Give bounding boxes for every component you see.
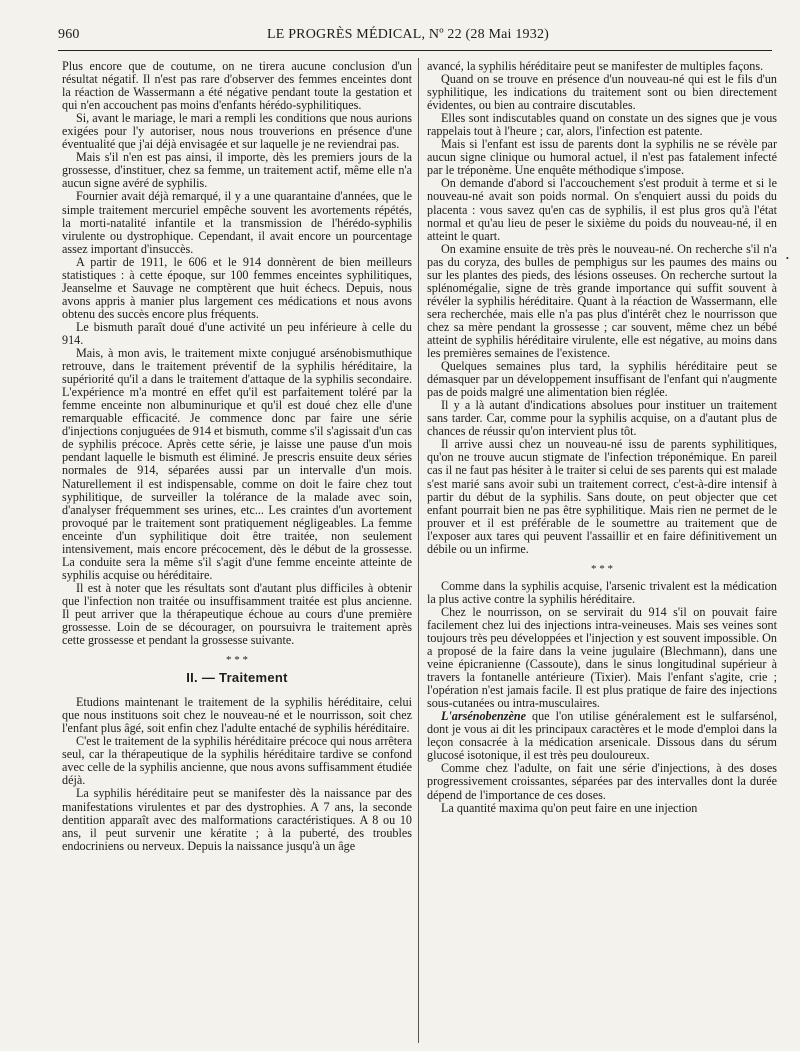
paragraph-sulfarsenol: [427, 710, 777, 762]
paragraph: Elles sont indiscutables quand on constate un des signes que je vous rappelais tout à l'heure ; car, alors, l'infection est patente.: [427, 111, 777, 139]
paragraph: avancé, la syphilis héréditaire peut se manifester de multiples façons.: [427, 59, 764, 73]
paragraph: Plus encore que de coutume, on ne tirera aucune conclusion d'un résultat négatif. Il n'est pas rare d'observer des femmes enceintes dont la réaction de Wassermann a été négative pendant toute la gestation et qui n'en accouchent pas moins d'enfants hérédo-syphilitiques.: [62, 59, 412, 113]
paragraph: Etudions maintenant le traitement de la syphilis héréditaire, celui que nous instituons soit chez le nouveau-né et le nourrisson, soit chez l'enfant plus âgé, soit enfin chez l'adulte entaché de syphilis héréditaire.: [62, 695, 412, 736]
paragraph-text: que l'on utilise généralement est le sulfarsénol, dont je vous ai dit les principaux caractères et le mode d'emploi dans la leçon consacrée à la médication arsenicale. Dissous dans du sérum glucosé isotonique, il est très peu douloureux.: [427, 709, 777, 763]
running-title: LE PROGRÈS MÉDICAL, Nº 22 (28 Mai 1932): [266, 27, 550, 42]
paragraph: Fournier avait déjà remarqué, il y a une quarantaine d'années, que le simple traitement mercuriel empêche souvent les avortements répétés, la morti-natalité infantile et la transmission de l'hérédo-syphilis virulente ou dystrophique. Cependant, il avait encore un pourcentage assez important d'insuccès.: [62, 189, 412, 256]
paragraph: Le bismuth paraît doué d'une activité un peu inférieure à celle du 914.: [62, 319, 412, 347]
right-column: [427, 60, 777, 815]
paragraph: La syphilis héréditaire peut se manifester dès la naissance par des manifestations virulentes et par des dystrophies. A 7 ans, la seconde dentition apparaît avec des malformations caractéristiques. A 8 ou 10 ans, il peut survenir une kératite ; à la puberté, des troubles endocriniens ou nerveux. Depuis la naissance jusqu'à un âge: [62, 786, 412, 853]
emphasized-term: L'arsénobenzène: [441, 709, 526, 724]
running-header: [58, 27, 758, 49]
paragraph: Il y a là autant d'indications absolues pour instituer un traitement sans tarder. Car, comme pour la syphilis acquise, on a d'autant plus de chances de réussir qu'on intervient plus tôt.: [427, 398, 777, 439]
section-stars: * * *: [591, 562, 613, 575]
paragraph: Si, avant le mariage, le mari a rempli les conditions que nous aurions exigées pour l'y autoriser, nous nous trouverions en présence d'une éventualité que j'ai déjà envisagée et sur laquelle je ne reviendrai pas.: [62, 111, 412, 152]
margin-mark: •: [786, 254, 789, 263]
section-title: II. — Traitement: [186, 670, 288, 686]
paragraph: A partir de 1911, le 606 et le 914 donnèrent de bien meilleurs statistiques : à cette époque, sur 100 femmes enceintes syphilitiques, Jeanselme et Sauvage ne comptèrent que huit échecs. Depuis, nous avons appris à manier plus largement ces médications et nous avons obtenu des succès encore plus fréquents.: [62, 254, 412, 321]
paragraph: Quelques semaines plus tard, la syphilis héréditaire peut se démasquer par un développement insuffisant de l'enfant qui n'augmente pas de poids malgré une alimentation bien réglée.: [427, 359, 777, 400]
paragraph: Comme chez l'adulte, on fait une série d'injections, à des doses progressivement croissantes, séparées par des intervalles dont la durée dépend de l'importance de ces doses.: [427, 761, 777, 802]
left-column: [62, 60, 412, 853]
section-stars: * * *: [226, 654, 248, 667]
paragraph: C'est le traitement de la syphilis héréditaire précoce qui nous arrêtera seul, car la thérapeutique de la syphilis héréditaire tardive se confond avec celle de la syphilis ancienne, que nous avons suffisamment étudiée déjà.: [62, 734, 412, 788]
page-number: 960: [58, 27, 80, 42]
column-divider: [418, 58, 419, 1043]
paragraph: Mais, à mon avis, le traitement mixte conjugué arsénobismuthique retrouve, dans le traitement préventif de la syphilis héréditaire, la supériorité qu'il a dans le traitement d'attaque de la syphilis secondaire. L'expérience m'a montré en effet qu'il est parfaitement toléré par la femme enceinte non albuminurique et qu'il est doué chez elle d'une remarquable efficacité. Je commence donc par faire une série d'injections conjuguées de 914 et bismuth, comme s'il s'agissait d'un cas de syphilis précoce. Après cette série, je laisse une pause d'un mois pendant laquelle le bismuth est éliminé. Je prescris ensuite deux séries normales de 914, séparées aussi par un intervalle d'un mois. Naturellement il est indispensable, comme on doit le faire chez tout syphilitique, de surveiller la tolérance de la malade avec soin, d'analyser fréquemment ses urines, etc... Les craintes d'un avortement provoqué par le traitement sont pratiquement négligeables. La femme enceinte d'un syphilitique doit être traitée, non seulement intensivement, mais encore précocement, dès le début de la grossesse. La conduite sera la même s'il s'agit d'une femme enceinte atteinte de syphilis acquise ou héréditaire.: [62, 346, 412, 582]
paragraph: On demande d'abord si l'accouchement s'est produit à terme et si le nouveau-né avait son poids normal. On s'enquiert aussi du poids du placenta : vous savez qu'en cas de syphilis, il est plus gros qu'à l'état normal et qu'au lieu de peser le sixième du poids du nouveau-né, il en atteint le quart.: [427, 176, 777, 243]
paragraph: Quand on se trouve en présence d'un nouveau-né qui est le fils d'un syphilitique, les indications du traitement sont ou bien directement évidentes, ou bien au contraire discutables.: [427, 72, 777, 113]
paragraph: Mais s'il n'en est pas ainsi, il importe, dès les premiers jours de la grossesse, d'instituer, chez sa femme, un traitement actif, même elle n'a aucun signe avéré de syphilis.: [62, 150, 412, 191]
paragraph: Il est à noter que les résultats sont d'autant plus difficiles à obtenir que l'infection non traitée ou insuffisamment traitée est plus ancienne. Il peut arriver que la thérapeutique échoue au cours d'une première grossesse. Loin de se décourager, on poursuivra le traitement après cette grossesse et pendant la grossesse suivante.: [62, 580, 412, 648]
paragraph: Chez le nourrisson, on se servirait du 914 s'il on pouvait faire facilement chez lui des injections intra-veineuses. Mais ses veines sont toujours très peu développées et l'injection y est souvent impossible. On a proposé de la faire dans la veine jugulaire (Blechmann), dans une veine épicranienne (Cassoute), dans le sinus longitudinal supérieur à travers la fontanelle antérieure (Tixier). Mais l'enfant s'agite, crie ; l'opération n'est jamais facile. Il est plus pratique de faire des injections sous-cutanées ou intra-musculaires.: [427, 604, 777, 711]
paragraph: Il arrive aussi chez un nouveau-né issu de parents syphilitiques, qu'on ne trouve aucun stigmate de l'infection tréponémique. En pareil cas il ne faut pas hésiter à le traiter si celui de ses parents qui est malade s'est marié sans avoir subi un traitement correct, c'est-à-dire intensif à partir du début de la syphilis. Sans doute, on peut objecter que cet enfant pourrait bien ne pas être syphilitique. Mais rien ne permet de le prouver et il est préférable de le soumettre au traitement que de l'exposer aux tares qui peuvent l'assaillir et en faire définitivement un débile ou un infirme.: [427, 437, 777, 556]
paragraph: La quantité maxima qu'on peut faire en une injection: [441, 800, 698, 815]
paragraph: On examine ensuite de très près le nouveau-né. On recherche s'il n'a pas du coryza, des bulles de pemphigus sur les paumes des mains ou sur les plantes des pieds, des lésions osseuses. On recherche surtout la splénomégalie, signe de très grande importance qui suffit souvent à révéler la syphilis héréditaire. Quant à la réaction de Wassermann, elle sera recherchée, mais elle n'a pas plus d'intérêt chez le nourrisson que chez sa mère pendant la grossesse ; car souvent, même chez un bébé atteint de syphilis héréditaire virulente, elle est négative, au moins dans les premières semaines de l'existence.: [427, 241, 777, 361]
paragraph: Comme dans la syphilis acquise, l'arsenic trivalent est la médication la plus active contre la syphilis héréditaire.: [427, 578, 777, 606]
header-rule: [58, 50, 772, 51]
paragraph: Mais si l'enfant est issu de parents dont la syphilis ne se révèle par aucun signe clinique ou humoral actuel, il n'est pas fatalement infecté par le tréponème. Une enquête méthodique s'impose.: [427, 137, 777, 178]
